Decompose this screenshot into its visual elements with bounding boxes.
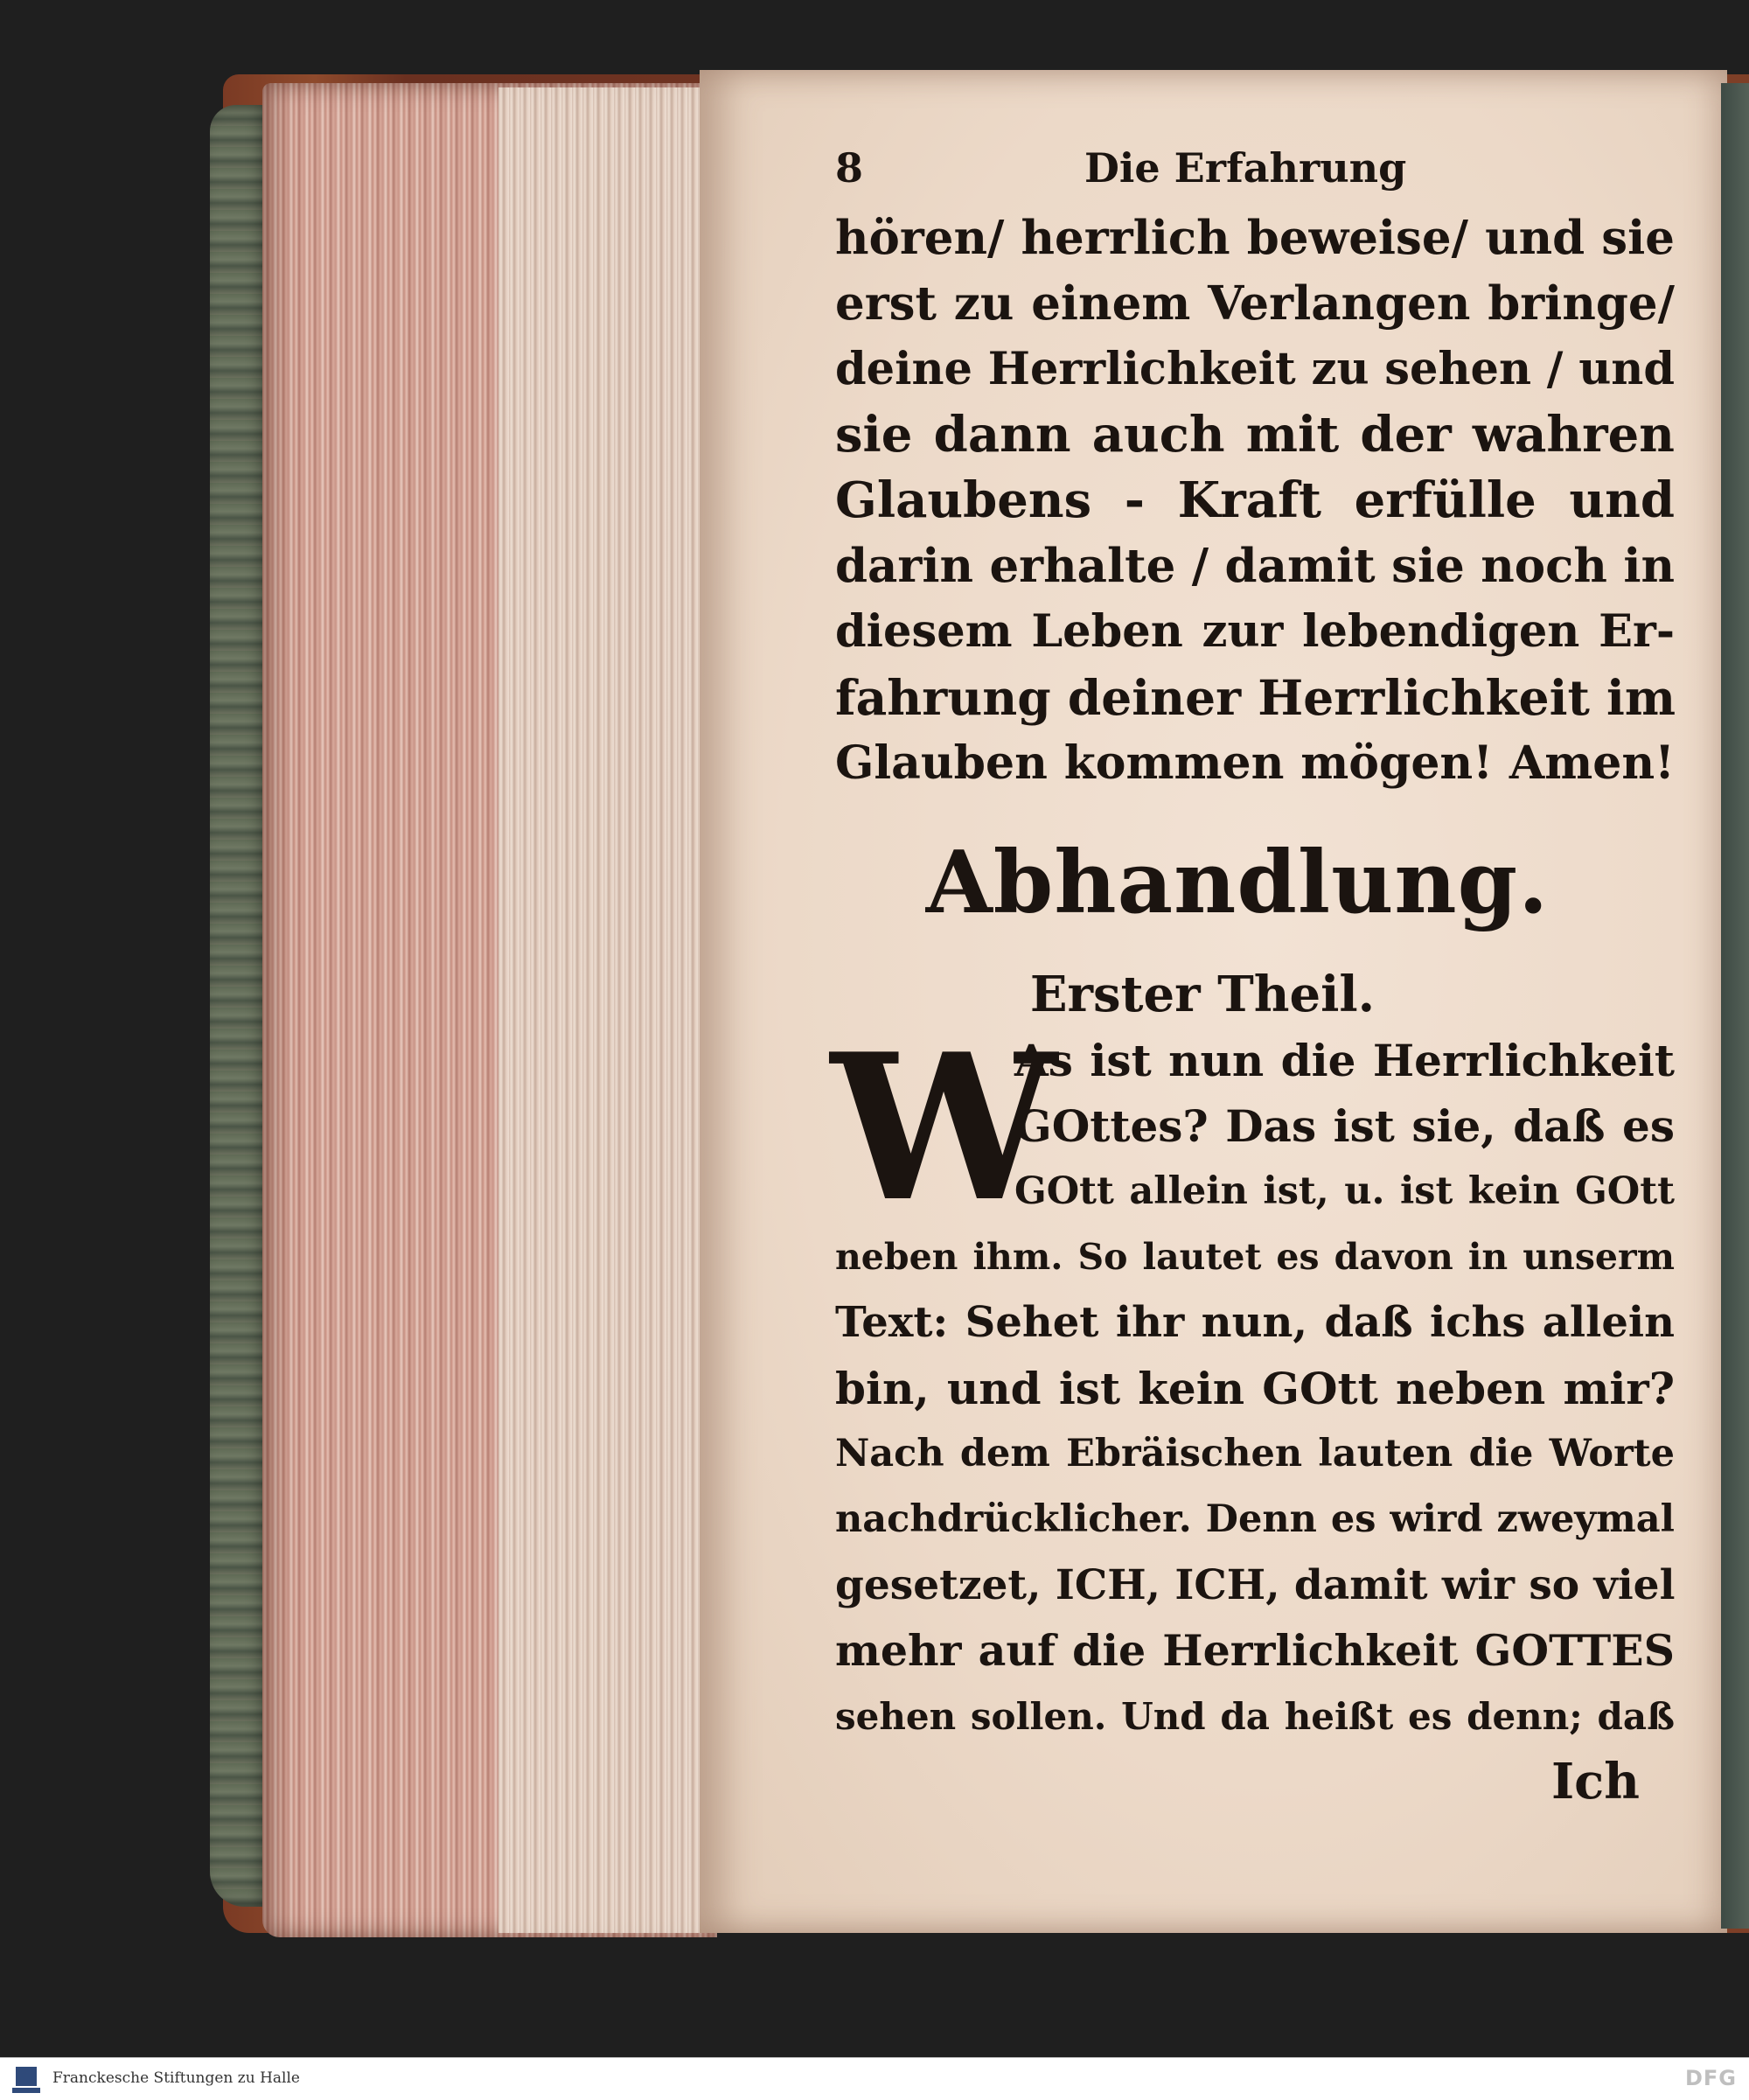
text-line: gesetzet, ICH, ICH, damit wir so viel xyxy=(835,1561,1676,1609)
text-line: hören/ herrlich beweise/ und sie xyxy=(835,211,1675,265)
text-line: Nach dem Ebräischen lauten die Worte xyxy=(835,1432,1675,1476)
drop-cap: W xyxy=(831,1010,1057,1246)
catchword: Ich xyxy=(1550,1753,1640,1810)
institution-logo-icon xyxy=(9,2062,44,2097)
text-line: diesem Leben zur lebendigen Er- xyxy=(835,605,1675,658)
text-line: sehen sollen. Und da heißt es denn; daß xyxy=(835,1695,1675,1738)
text-line: mehr auf die Herrlichkeit GOTTES xyxy=(835,1625,1675,1676)
page-text xyxy=(831,144,1676,1815)
text-line: GOtt allein ist, u. ist kein GOtt xyxy=(1014,1169,1675,1213)
section-subheading: Erster Theil. xyxy=(1029,966,1376,1023)
text-line: sie dann auch mit der wahren xyxy=(835,406,1675,464)
body-paragraph xyxy=(831,1010,1676,1749)
institution-name: Franckesche Stiftungen zu Halle xyxy=(52,2069,300,2087)
dfg-badge: DFG xyxy=(1684,2066,1737,2090)
text-line: nachdrücklicher. Denn es wird zweymal xyxy=(835,1497,1675,1541)
text-line: As ist nun die Herrlichkeit xyxy=(1014,1035,1675,1086)
running-head-title: Die Erfahrung xyxy=(1084,144,1407,192)
facing-leaf-edge xyxy=(1721,83,1749,1929)
section-heading: Abhandlung. xyxy=(925,833,1550,933)
text-line: fahrung deiner Herrlichkeit im xyxy=(835,669,1676,726)
running-head xyxy=(835,144,1675,206)
page-number: 8 xyxy=(835,144,864,192)
text-line: GOttes? Das ist sie, daß es xyxy=(1014,1100,1675,1152)
viewer-footer xyxy=(0,2057,1749,2100)
text-line: Glaubens - Kraft erfülle und xyxy=(835,471,1675,529)
text-line: bin, und ist kein GOtt neben mir? xyxy=(835,1363,1675,1414)
top-paragraph xyxy=(835,206,1675,796)
text-line: neben ihm. So lautet es davon in unserm xyxy=(835,1236,1675,1278)
page-edges-light xyxy=(498,87,717,1933)
text-line: Glauben kommen mögen! Amen! xyxy=(835,736,1675,790)
text-line: darin erhalte / damit sie noch in xyxy=(835,539,1676,593)
text-line: erst zu einem Verlangen bringe/ xyxy=(835,276,1675,331)
text-line: deine Herrlichkeit zu sehen / und xyxy=(835,343,1676,395)
text-line: Text: Sehet ihr nun, daß ichs allein xyxy=(835,1298,1675,1347)
